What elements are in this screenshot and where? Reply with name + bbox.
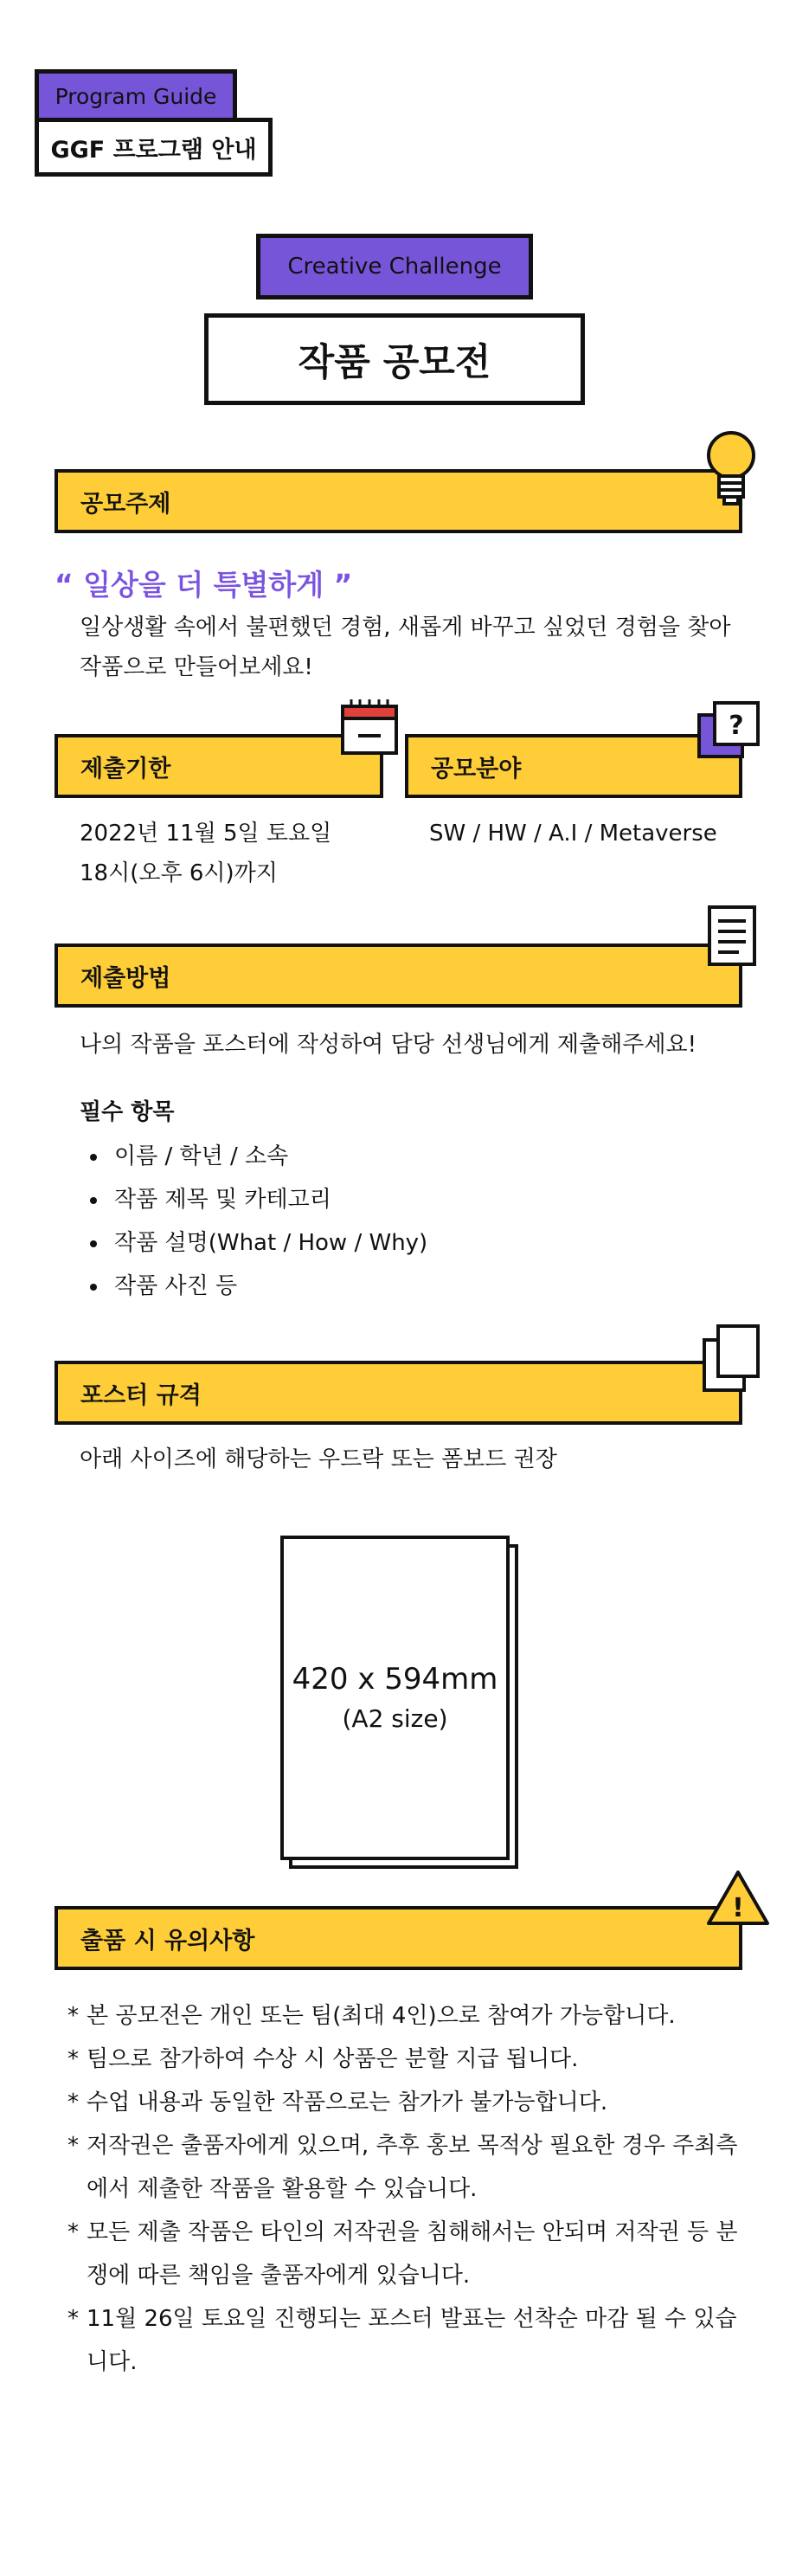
poster-desc: 아래 사이즈에 해당하는 우드락 또는 폼보드 권장 [80, 1446, 557, 1472]
list-item: 작품 제목 및 카테고리 [80, 1178, 427, 1221]
copy-pages-icon [701, 1323, 763, 1395]
program-guide-tag [35, 69, 237, 123]
poster-size-note: (A2 size) [342, 1703, 448, 1733]
svg-text:!: ! [732, 1893, 744, 1923]
section-field-header [405, 734, 742, 798]
calendar-icon [339, 698, 400, 757]
list-item: 이름 / 학년 / 소속 [80, 1135, 427, 1178]
deadline-line2: 18시(오후 6시)까지 [80, 860, 278, 886]
section-theme-title: 공모주제 [80, 490, 171, 518]
required-title: 필수 항목 [80, 1099, 175, 1125]
method-desc: 나의 작품을 포스터에 작성하여 담당 선생님에게 제출해주세요! [80, 1032, 697, 1058]
document-icon [706, 904, 758, 968]
theme-desc [80, 608, 731, 687]
list-item [67, 2124, 742, 2211]
note-bullet: * [67, 2306, 79, 2332]
note-bullet: * [67, 2046, 79, 2072]
list-item [67, 1994, 742, 2038]
note-bullet: * [67, 2090, 79, 2116]
section-theme-header [55, 469, 742, 533]
list-item [67, 2081, 742, 2124]
page-title-box [204, 313, 585, 405]
note-text: 수업 내용과 동일한 작품으로는 참가가 불가능합니다. [87, 2090, 608, 2116]
program-title-tag [35, 118, 273, 177]
page-title: 작품 공모전 [298, 340, 491, 384]
list-item: 작품 사진 등 [80, 1265, 427, 1308]
section-field-title: 공모분야 [431, 755, 522, 782]
section-deadline-header [55, 734, 383, 798]
section-notes-header [55, 1906, 742, 1970]
warning-icon [704, 1868, 772, 1929]
program-title-label: GGF 프로그램 안내 [50, 136, 257, 164]
challenge-label: Creative Challenge [287, 254, 502, 280]
challenge-tag [256, 234, 533, 299]
list-item [67, 2038, 742, 2081]
note-text: 11월 26일 토요일 진행되는 포스터 발표는 선착순 마감 될 수 있습니다. [87, 2306, 737, 2375]
list-item [67, 2297, 742, 2384]
poster-size: 420 x 594mm [292, 1661, 498, 1697]
note-bullet: * [67, 2133, 79, 2159]
notes-list [67, 1994, 742, 2384]
required-list [80, 1135, 427, 1308]
note-text: 저작권은 출품자에게 있으며, 추후 홍보 목적상 필요한 경우 주최측에서 제출한 작품을 활용할 수 있습니다. [87, 2133, 738, 2202]
note-text: 모든 제출 작품은 타인의 저작권을 침해해서는 안되며 저작권 등 분쟁에 따른 책임을 출품자에게 있습니다. [87, 2219, 738, 2289]
list-item: 작품 설명(What / How / Why) [80, 1221, 427, 1265]
theme-desc-line2: 작품으로 만들어보세요! [80, 654, 313, 680]
section-deadline-title: 제출기한 [80, 755, 171, 782]
note-text: 팀으로 참가하여 수상 시 상품은 분할 지급 됩니다. [87, 2046, 579, 2072]
note-text: 본 공모전은 개인 또는 팀(최대 4인)으로 참여가 가능합니다. [87, 2003, 676, 2029]
section-notes-title: 출품 시 유의사항 [80, 1927, 255, 1955]
lightbulb-icon [701, 429, 761, 512]
field-value: SW / HW / A.I / Metaverse [429, 821, 717, 847]
section-poster-title: 포스터 규격 [80, 1381, 202, 1409]
note-bullet: * [67, 2219, 79, 2245]
section-method-title: 제출방법 [80, 964, 171, 992]
section-method-header [55, 943, 742, 1008]
theme-desc-line1: 일상생활 속에서 불편했던 경험, 새롭게 바꾸고 싶었던 경험을 찾아 [80, 615, 731, 641]
section-poster-header [55, 1361, 742, 1425]
deadline-text [80, 814, 331, 893]
list-item [67, 2211, 742, 2297]
note-bullet: * [67, 2003, 79, 2029]
poster-illustration [280, 1536, 510, 1860]
program-guide-label: Program Guide [55, 83, 217, 109]
deadline-line1: 2022년 11월 5일 토요일 [80, 821, 332, 847]
question-icon [696, 699, 761, 760]
svg-text:?: ? [729, 711, 744, 741]
theme-slogan: “ 일상을 더 특별하게 ” [55, 568, 353, 602]
